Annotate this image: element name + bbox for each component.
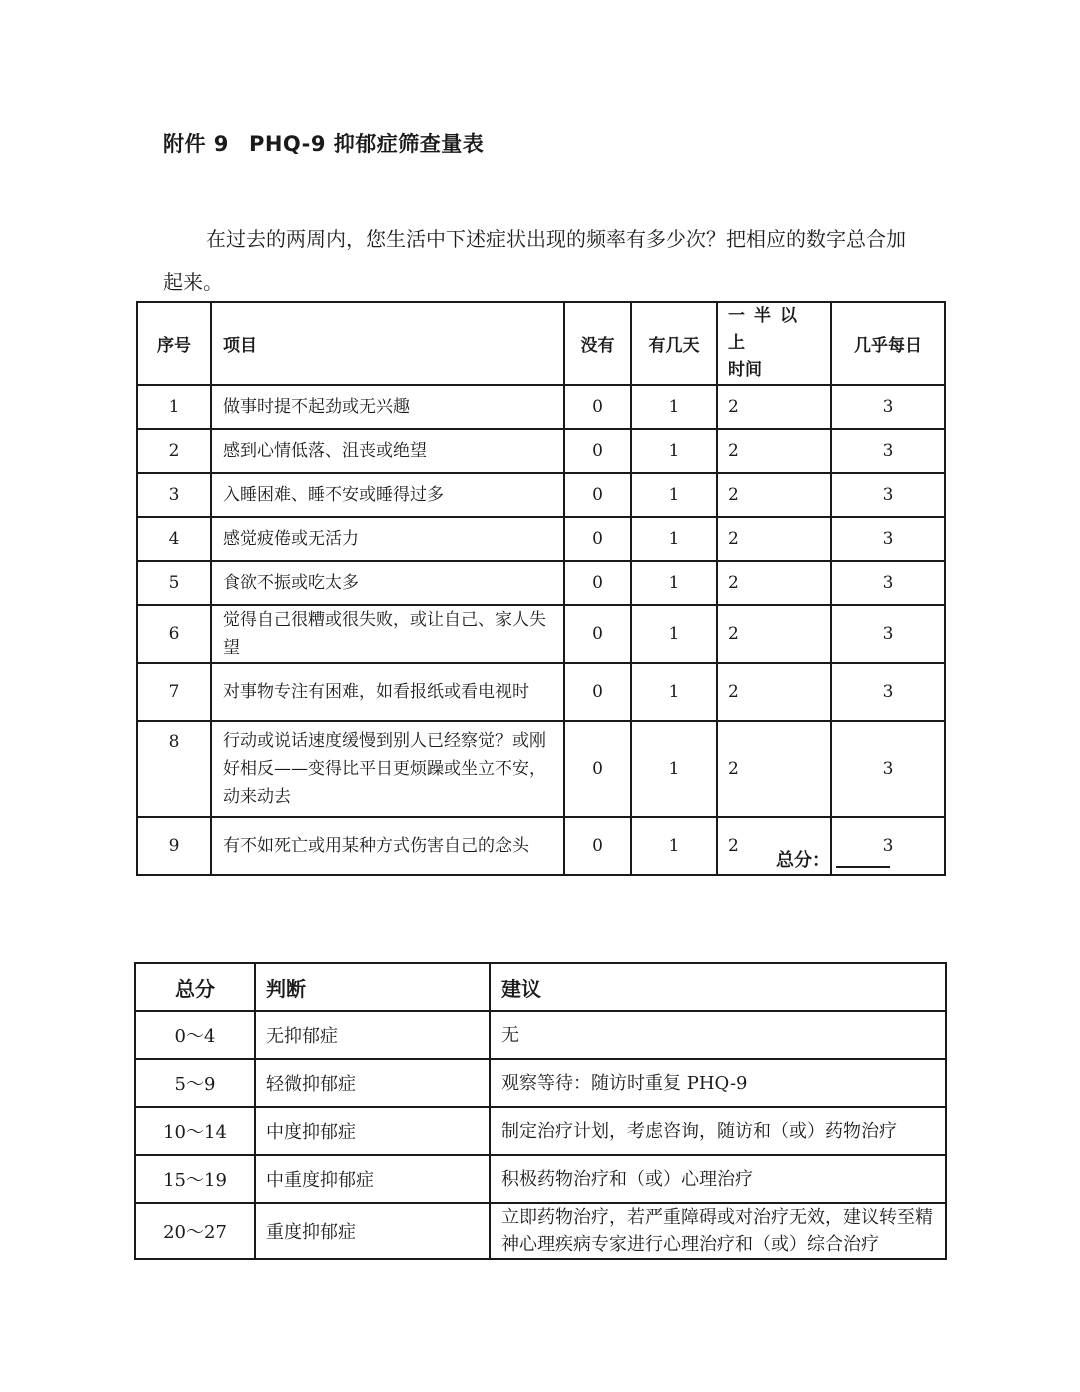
judgement: 轻微抑郁症 [255, 1059, 490, 1107]
row-item: 觉得自己很糟或很失败，或让自己、家人失望 [211, 605, 564, 663]
score-0: 0 [564, 663, 631, 721]
table-row [137, 517, 945, 561]
row-item: 有不如死亡或用某种方式伤害自己的念头 [211, 817, 564, 875]
score-3: 3 [831, 517, 945, 561]
page-title [163, 128, 484, 158]
phq9-header-row [137, 302, 945, 385]
advice: 无 [490, 1011, 946, 1059]
score-1: 1 [631, 561, 717, 605]
header-more-than-half [717, 302, 831, 385]
score-2: 2 [717, 517, 831, 561]
score-2: 2 [717, 429, 831, 473]
row-num: 1 [137, 385, 211, 429]
score-3: 3 [831, 385, 945, 429]
advice: 立即药物治疗，若严重障碍或对治疗无效，建议转至精神心理疾病专家进行心理治疗和（或）综合治疗 [490, 1203, 946, 1259]
title-prefix: 附件 9 [163, 132, 229, 156]
score-1: 1 [631, 817, 717, 875]
advice: 制定治疗计划，考虑咨询，随访和（或）药物治疗 [490, 1107, 946, 1155]
score-1: 1 [631, 473, 717, 517]
score-range: 0～4 [135, 1011, 255, 1059]
advice: 观察等待：随访时重复 PHQ-9 [490, 1059, 946, 1107]
judgement: 重度抑郁症 [255, 1203, 490, 1259]
score-1: 1 [631, 385, 717, 429]
total-score-blank[interactable] [836, 848, 890, 868]
score-1: 1 [631, 605, 717, 663]
total-score-label: 总分： [776, 850, 830, 871]
header-nearly-every-day: 几乎每日 [831, 302, 945, 385]
score-3: 3 [831, 605, 945, 663]
intro-paragraph: 在过去的两周内，您生活中下述症状出现的频率有多少次？把相应的数字总合加起来。 [163, 227, 906, 294]
score-range: 15～19 [135, 1155, 255, 1203]
row-num: 4 [137, 517, 211, 561]
header-score: 总分 [135, 963, 255, 1011]
score-1: 1 [631, 429, 717, 473]
score-0: 0 [564, 561, 631, 605]
score-1: 1 [631, 721, 717, 817]
total-score-line [776, 846, 890, 872]
judgement: 中重度抑郁症 [255, 1155, 490, 1203]
score-0: 0 [564, 429, 631, 473]
row-num: 9 [137, 817, 211, 875]
table-row [135, 1107, 946, 1155]
score-0: 0 [564, 517, 631, 561]
header-none: 没有 [564, 302, 631, 385]
score-0: 0 [564, 721, 631, 817]
score-0: 0 [564, 385, 631, 429]
table-row [135, 1059, 946, 1107]
table-row [135, 1203, 946, 1259]
header-advice: 建议 [490, 963, 946, 1011]
header-item: 项目 [211, 302, 564, 385]
interpretation-table [134, 962, 947, 1260]
score-range: 10～14 [135, 1107, 255, 1155]
score-0: 0 [564, 473, 631, 517]
score-3: 3 [831, 561, 945, 605]
phq9-table [136, 301, 946, 876]
score-2: 2 [717, 721, 831, 817]
row-num: 7 [137, 663, 211, 721]
header-several-days: 有几天 [631, 302, 717, 385]
row-num: 3 [137, 473, 211, 517]
score-3: 3 [831, 663, 945, 721]
row-item: 入睡困难、睡不安或睡得过多 [211, 473, 564, 517]
table-row [135, 1155, 946, 1203]
score-0: 0 [564, 605, 631, 663]
judgement: 中度抑郁症 [255, 1107, 490, 1155]
row-item: 做事时提不起劲或无兴趣 [211, 385, 564, 429]
row-num: 5 [137, 561, 211, 605]
score-2: 2 [717, 385, 831, 429]
table-row [137, 663, 945, 721]
row-item: 食欲不振或吃太多 [211, 561, 564, 605]
row-num: 8 [137, 721, 211, 817]
header-num: 序号 [137, 302, 211, 385]
header-judgement: 判断 [255, 963, 490, 1011]
row-num: 6 [137, 605, 211, 663]
score-range: 5～9 [135, 1059, 255, 1107]
score-0: 0 [564, 817, 631, 875]
score-range: 20～27 [135, 1203, 255, 1259]
table-row [135, 1011, 946, 1059]
score-2: 2 [717, 561, 831, 605]
score-2: 2 [717, 663, 831, 721]
advice: 积极药物治疗和（或）心理治疗 [490, 1155, 946, 1203]
row-item: 感觉疲倦或无活力 [211, 517, 564, 561]
score-1: 1 [631, 663, 717, 721]
row-num: 2 [137, 429, 211, 473]
table-row [137, 385, 945, 429]
score-3: 3 [831, 817, 945, 875]
title-main: PHQ-9 抑郁症筛查量表 [248, 132, 485, 156]
score-3: 3 [831, 721, 945, 817]
table-row [137, 429, 945, 473]
row-item: 对事物专注有困难，如看报纸或看电视时 [211, 663, 564, 721]
interp-header-row [135, 963, 946, 1011]
row-item: 行动或说话速度缓慢到别人已经察觉？或刚好相反——变得比平日更烦躁或坐立不安，动来动去 [211, 721, 564, 817]
score-2: 2 [717, 473, 831, 517]
score-3: 3 [831, 473, 945, 517]
table-row [137, 605, 945, 663]
header-half-line1: 一半以上 [728, 306, 806, 353]
score-2: 2 [717, 605, 831, 663]
row-item: 感到心情低落、沮丧或绝望 [211, 429, 564, 473]
table-row [137, 561, 945, 605]
table-row [137, 473, 945, 517]
score-1: 1 [631, 517, 717, 561]
header-half-line2: 时间 [728, 360, 762, 380]
score-2: 2 [717, 817, 831, 875]
table-row [137, 721, 945, 817]
score-3: 3 [831, 429, 945, 473]
judgement: 无抑郁症 [255, 1011, 490, 1059]
